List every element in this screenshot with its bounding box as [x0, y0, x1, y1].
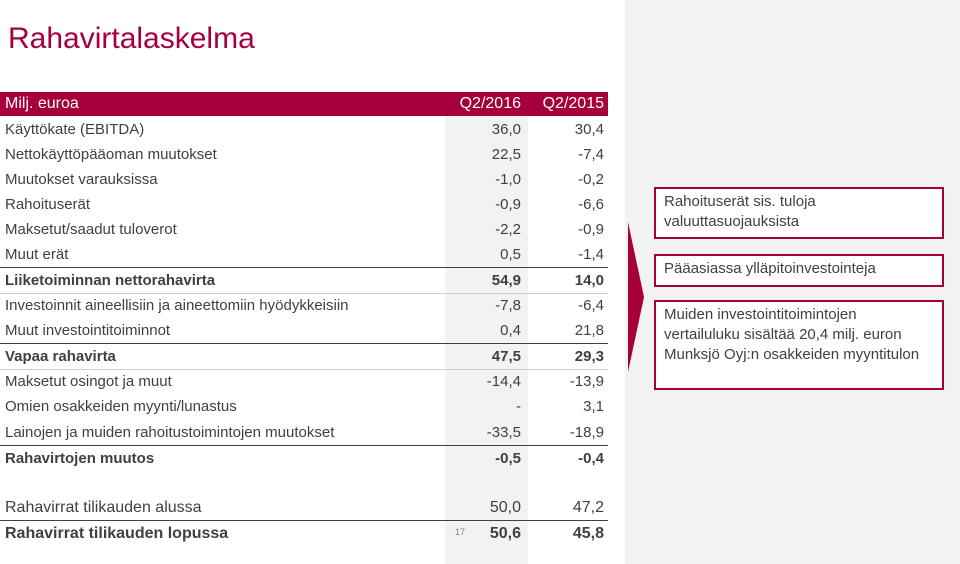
row-value-q2-2016: -14,4 — [486, 373, 521, 390]
row-value-q2-2015: 3,1 — [583, 398, 604, 415]
row-label: Vapaa rahavirta — [5, 348, 116, 365]
table-row-subtotal — [0, 344, 608, 370]
note-text: Rahoituserät sis. tuloja valuuttasuojauksista — [664, 193, 816, 230]
row-label: Investoinnit aineellisiin ja aineettomiin hyödykkeisiin — [5, 297, 349, 314]
table-row — [0, 420, 608, 446]
row-value-q2-2016: 36,0 — [491, 121, 521, 138]
table-row — [0, 242, 608, 268]
row-value-q2-2015: 47,2 — [572, 499, 604, 516]
row-value-q2-2016: 47,5 — [491, 348, 521, 365]
row-label: Muut erät — [5, 246, 69, 263]
row-value-q2-2016: 54,9 — [491, 272, 521, 289]
table-row — [0, 369, 608, 394]
row-label: Rahoituserät — [5, 196, 91, 213]
row-value-q2-2015: -0,2 — [578, 171, 604, 188]
row-value-q2-2016: - — [516, 398, 521, 415]
row-value-q2-2016: 0,4 — [500, 322, 521, 339]
row-value-q2-2016: -1,0 — [495, 171, 521, 188]
row-value-q2-2015: -0,9 — [578, 221, 604, 238]
row-label: Maksetut/saadut tuloverot — [5, 221, 177, 238]
row-value-q2-2015: 21,8 — [574, 322, 604, 339]
header-unit-label: Milj. euroa — [5, 95, 79, 112]
row-value-q2-2015: -7,4 — [578, 146, 604, 163]
header-col-q2-2015: Q2/2015 — [542, 95, 604, 112]
table-header — [0, 92, 608, 116]
row-value-q2-2015: -6,4 — [578, 297, 604, 314]
row-value-q2-2015: -6,6 — [578, 196, 604, 213]
row-value-q2-2016: 50,0 — [489, 499, 521, 516]
row-value-q2-2016: -2,2 — [495, 221, 521, 238]
row-value-q2-2016: 50,6 — [489, 525, 521, 542]
row-label: Muut investointitoiminnot — [5, 322, 171, 339]
row-label: Rahavirtojen muutos — [5, 450, 155, 467]
pointer-arrow-icon — [628, 222, 644, 372]
table-row — [0, 117, 608, 142]
page-title: Rahavirtalaskelma — [8, 22, 255, 55]
table-row — [0, 192, 608, 217]
row-value-q2-2015: 30,4 — [574, 121, 604, 138]
row-value-q2-2015: -1,4 — [578, 246, 604, 263]
row-value-q2-2015: -18,9 — [569, 424, 604, 441]
table-row — [0, 217, 608, 242]
table-row — [0, 293, 608, 318]
row-value-q2-2016: 22,5 — [491, 146, 521, 163]
row-value-q2-2016: -7,8 — [495, 297, 521, 314]
table-row-total — [0, 446, 608, 471]
row-label: Lainojen ja muiden rahoitustoimintojen muutokset — [5, 424, 335, 441]
row-value-q2-2015: -13,9 — [569, 373, 604, 390]
table-row — [0, 318, 608, 344]
table-row-total — [0, 521, 608, 546]
table-row — [0, 394, 608, 419]
table-row — [0, 167, 608, 192]
row-value-q2-2015: 45,8 — [572, 525, 604, 542]
row-label: Nettokäyttöpääoman muutokset — [5, 146, 217, 163]
table-row — [0, 142, 608, 167]
note-text: Muiden investointitoimintojen vertailuluku sisältää 20,4 milj. euron Munksjö Oyj:n osakkeiden myyntitulon — [664, 306, 920, 363]
header-col-q2-2016: Q2/2016 — [459, 95, 521, 112]
row-label: Rahavirrat tilikauden alussa — [5, 499, 202, 516]
note-box-financial-items — [654, 187, 944, 239]
row-value-q2-2015: 29,3 — [574, 348, 604, 365]
note-box-other-investments — [654, 300, 944, 390]
row-label: Käyttökate (EBITDA) — [5, 121, 145, 138]
row-label: Omien osakkeiden myynti/lunastus — [5, 398, 237, 415]
note-text: Pääasiassa ylläpitoinvestointeja — [664, 260, 876, 277]
note-box-investments — [654, 254, 944, 287]
row-value-q2-2016: 0,5 — [500, 246, 521, 263]
row-value-q2-2016: -0,5 — [495, 450, 521, 467]
table-row — [0, 495, 608, 521]
page-number: 17 — [455, 527, 466, 537]
row-value-q2-2016: -0,9 — [495, 196, 521, 213]
row-label: Muutokset varauksissa — [5, 171, 158, 188]
row-label: Rahavirrat tilikauden lopussa — [5, 525, 229, 542]
row-label: Liiketoiminnan nettorahavirta — [5, 272, 216, 289]
row-value-q2-2015: 14,0 — [574, 272, 604, 289]
table-row-subtotal — [0, 268, 608, 294]
row-value-q2-2015: -0,4 — [578, 450, 604, 467]
row-label: Maksetut osingot ja muut — [5, 373, 172, 390]
row-value-q2-2016: -33,5 — [486, 424, 521, 441]
